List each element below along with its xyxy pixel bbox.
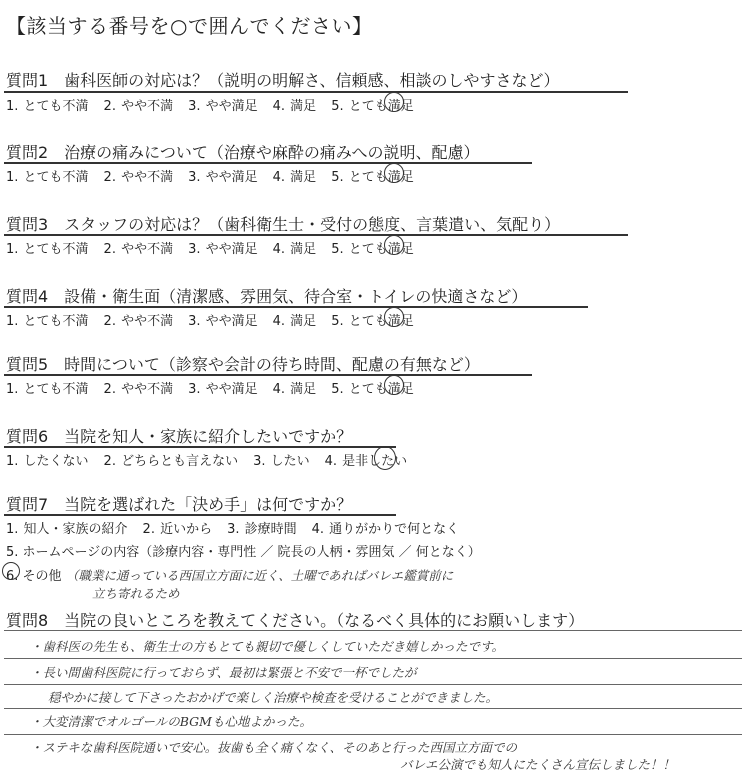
question-5-title: 質問5 時間について（診察や会計の待ち時間、配慮の有無など） — [6, 355, 480, 374]
q1-selection-circle — [384, 92, 404, 112]
q7-option-5[interactable]: 5. ホームページの内容（診療内容・専門性 ／ 院長の人柄・雰囲気 ／ 何となく） — [6, 545, 481, 560]
question-3-title: 質問3 スタッフの対応は？（歯科衛生士・受付の態度、言葉遣い、気配り） — [6, 215, 561, 234]
question-7-underline — [4, 514, 396, 516]
q7-option-2[interactable]: 2. 近いから — [142, 522, 213, 537]
q5-option-2[interactable]: 2. やや不満 — [103, 382, 174, 397]
question-3-underline — [4, 234, 628, 236]
question-4-title: 質問4 設備・衛生面（清潔感、雰囲気、待合室・トイレの快適さなど） — [6, 287, 528, 306]
question-1-options — [6, 95, 429, 114]
q4-option-1[interactable]: 1. とても不満 — [6, 314, 89, 329]
q8-answer-line-2: ・長い間歯科医院に行っておらず、最初は緊張と不安で一杯でしたが — [30, 665, 417, 680]
q6-option-4[interactable]: 4. 是非したい — [324, 454, 408, 469]
q7-option-6[interactable]: 6. その他 — [6, 569, 62, 584]
q1-option-3[interactable]: 3. やや満足 — [188, 99, 258, 114]
question-1-underline — [4, 91, 628, 93]
q4-option-5[interactable]: 5. とても満足 — [331, 314, 414, 329]
q5-option-1[interactable]: 1. とても不満 — [6, 382, 89, 397]
q4-option-4[interactable]: 4. 満足 — [272, 314, 317, 329]
question-7-title: 質問7 当院を選ばれた「決め手」は何ですか？ — [6, 495, 353, 514]
q3-option-5[interactable]: 5. とても満足 — [331, 242, 414, 257]
question-5-underline — [4, 374, 532, 376]
q2-option-1[interactable]: 1. とても不満 — [6, 170, 89, 185]
question-6-title: 質問6 当院を知人・家族に紹介したいですか？ — [6, 427, 353, 446]
q1-option-2[interactable]: 2. やや不満 — [103, 99, 174, 114]
q5-option-3[interactable]: 3. やや満足 — [188, 382, 258, 397]
q3-selection-circle — [384, 235, 404, 255]
q8-answer-line-3: 穏やかに接して下さったおかげで楽しく治療や検査を受けることができました。 — [48, 690, 499, 705]
question-2-underline — [4, 162, 532, 164]
q3-option-4[interactable]: 4. 満足 — [272, 242, 317, 257]
q8-ruled-line-1 — [4, 630, 742, 631]
q8-ruled-line-4 — [4, 708, 742, 709]
q4-option-3[interactable]: 3. やや満足 — [188, 314, 258, 329]
q7-option-1[interactable]: 1. 知人・家族の紹介 — [6, 522, 128, 537]
q6-option-3[interactable]: 3. したい — [253, 454, 310, 469]
q6-option-2[interactable]: 2. どちらとも言えない — [103, 454, 239, 469]
question-3-options — [6, 238, 429, 257]
q5-option-4[interactable]: 4. 満足 — [272, 382, 317, 397]
q1-option-4[interactable]: 4. 満足 — [272, 99, 317, 114]
q2-option-2[interactable]: 2. やや不満 — [103, 170, 174, 185]
q8-answer-line-1: ・歯科医の先生も、衛生士の方もとても親切で優しくしていただき嬉しかったです。 — [30, 639, 505, 654]
q8-ruled-line-5 — [4, 734, 742, 735]
q7-other-answer-line-2: 立ち寄れるため — [92, 586, 180, 601]
q1-option-1[interactable]: 1. とても不満 — [6, 99, 89, 114]
q8-ruled-line-2 — [4, 658, 742, 659]
question-2-options — [6, 166, 429, 185]
q7-option-3[interactable]: 3. 診療時間 — [227, 522, 297, 537]
q5-option-5[interactable]: 5. とても満足 — [331, 382, 414, 397]
q4-option-2[interactable]: 2. やや不満 — [103, 314, 174, 329]
q2-option-5[interactable]: 5. とても満足 — [331, 170, 414, 185]
q6-selection-circle — [374, 446, 396, 470]
q2-option-3[interactable]: 3. やや満足 — [188, 170, 258, 185]
question-8-title: 質問8 当院の良いところを教えてください。（なるべく具体的にお願いします） — [6, 611, 585, 630]
q4-selection-circle — [384, 307, 404, 327]
question-6-underline — [4, 446, 396, 448]
q3-option-3[interactable]: 3. やや満足 — [188, 242, 258, 257]
q8-answer-line-6: バレエ公演でも知人にたくさん宣伝しました！！ — [400, 757, 676, 772]
question-2-title: 質問2 治療の痛みについて（治療や麻酔の痛みへの説明、配慮） — [6, 143, 480, 162]
q3-option-2[interactable]: 2. やや不満 — [103, 242, 174, 257]
question-4-options — [6, 310, 429, 329]
q6-option-1[interactable]: 1. したくない — [6, 454, 89, 469]
q3-option-1[interactable]: 1. とても不満 — [6, 242, 89, 257]
q8-answer-line-4: ・大変清潔でオルゴールのBGMも心地よかった。 — [30, 714, 312, 729]
question-7-row-1 — [6, 518, 474, 537]
q2-option-4[interactable]: 4. 満足 — [272, 170, 317, 185]
question-6-options — [6, 450, 422, 469]
question-5-options — [6, 378, 429, 397]
q7-option-4[interactable]: 4. 通りがかりで何となく — [311, 522, 460, 537]
question-1-title: 質問1 歯科医師の対応は？（説明の明解さ、信頼感、相談のしやすさなど） — [6, 71, 560, 90]
q8-ruled-line-3 — [4, 684, 742, 685]
q2-selection-circle — [384, 163, 404, 183]
question-4-underline — [4, 306, 588, 308]
q7-other-answer-line-1: （職業に通っている西国立方面に近く、土曜であればバレエ鑑賞前に — [66, 568, 454, 583]
page-header: 【該当する番号を○で囲んでください】 — [6, 14, 373, 38]
q1-option-5[interactable]: 5. とても満足 — [331, 99, 414, 114]
q7-selection-circle — [2, 562, 20, 580]
q5-selection-circle — [384, 375, 404, 395]
q8-answer-line-5: ・ステキな歯科医院通いで安心。抜歯も全く痛くなく、そのあと行った西国立方面での — [30, 740, 518, 755]
